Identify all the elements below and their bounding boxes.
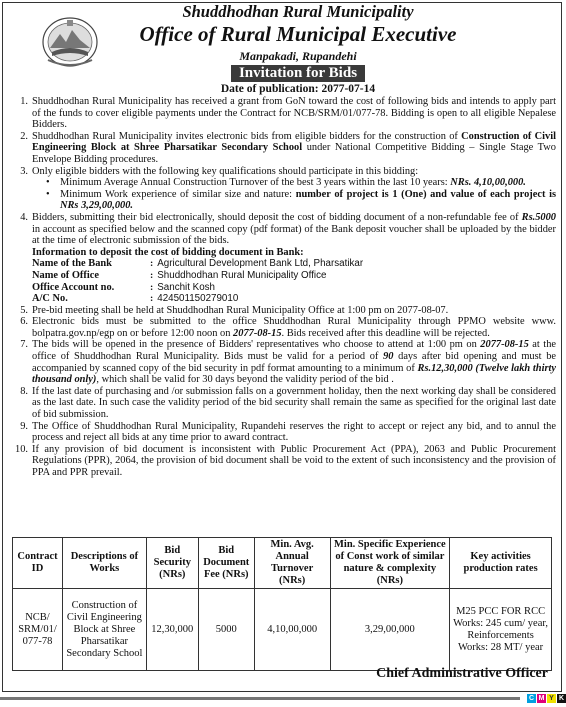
clause-number: 4. [20, 211, 28, 223]
table-cell: NCB/ SRM/01/ 077-78 [13, 589, 63, 671]
bank-info-row [32, 282, 556, 294]
clause-8 [10, 386, 556, 421]
clause-number: 6. [20, 316, 28, 328]
table-cell: 4,10,00,000 [254, 589, 330, 671]
bank-info-value: : Agricultural Development Bank Ltd, Pharsatikar [150, 258, 363, 270]
clause-7 [10, 339, 556, 385]
bank-info-value: : 424501150279010 [150, 293, 238, 305]
table-header: Descriptions of Works [62, 538, 146, 589]
bank-info-row [32, 293, 556, 305]
signatory: Chief Administrative Officer [376, 666, 548, 681]
table-header: Contract ID [13, 538, 63, 589]
office-location: Manpakadi, Rupandehi [239, 49, 357, 63]
clause-text: If the last date of purchasing and /or submission falls on a government holiday, then the next working day shall be considered as the last date. In such case the validity period of the bid security shall remain the same as specified for the original last date of bid submission. [32, 385, 556, 421]
bullet-text: Minimum Average Annual Construction Turnover of the best 3 years within the last 10 years: [60, 177, 451, 189]
clause-3 [10, 166, 556, 212]
clause-text: If any provision of bid document is inconsistent with Public Procurement Act (PPA), 2063 and Public Procurement Regulations (PPR), 2064, the provision of bid document shall be void to the extent of such inconsistency and the provision of PPA and PPR prevail. [32, 443, 556, 478]
clause-text: Shuddhodhan Rural Municipality invites electronic bids from eligible bidders for the construction of [32, 130, 462, 142]
bank-info-key: Name of the Bank [32, 258, 112, 270]
clause-emphasis: 2077-08-15 [480, 339, 529, 351]
bullet-emphasis: NRs. 4,10,00,000. [450, 177, 526, 189]
bullet-emphasis: NRs 3,29,00,000. [60, 200, 134, 212]
clause-emphasis: 2077-08-15 [233, 327, 282, 339]
clause-emphasis: 90 [383, 351, 394, 363]
municipality-name: Shuddhodhan Rural Municipality [182, 2, 414, 21]
clause-text: Only eligible bidders with the following key qualifications should participate in this bidding: [32, 165, 419, 177]
table-header: Min. Avg. Annual Turnover (NRs) [254, 538, 330, 589]
clause-9 [10, 421, 556, 444]
bank-info-row [32, 270, 556, 282]
table-header-row [13, 538, 552, 589]
bank-info-row [32, 258, 556, 270]
notice-title-banner: Invitation for Bids [231, 65, 365, 82]
bank-info-title: Information to deposit the cost of bidding document in Bank: [32, 246, 304, 258]
qualification-bullet [46, 189, 556, 212]
bank-info-value: : Shuddhodhan Rural Municipality Office [150, 270, 326, 282]
clause-text: Electronic bids must be submitted to the office Shuddhodhan Rural Municipality through PPMO website www. bolpatra.gov.np/egp on or before 12:00 noon on [32, 316, 556, 339]
bank-info-key: A/C No. [32, 293, 68, 305]
table-cell: 3,29,00,000 [330, 589, 450, 671]
notice-header [0, 2, 566, 82]
clause-number: 10. [15, 443, 28, 455]
bullet-text: Minimum Work experience of similar size and nature: [60, 188, 296, 200]
clause-text: . Bids received after this deadline will be rejected. [281, 327, 490, 339]
clause-emphasis: Rs.12,30,000 (Twelve lakh thirty thousand only) [32, 362, 556, 386]
clause-10 [10, 444, 556, 479]
table-cell: 12,30,000 [146, 589, 198, 671]
clause-text: in account as specified below and the scanned copy (pdf format) of the Bank deposit voucher shall be uploaded by the bidder at the time of electronic submission of the bids. [32, 223, 556, 247]
clause-number: 1. [20, 96, 28, 107]
qualification-bullet [46, 177, 556, 189]
table-cell: M25 PCC FOR RCC Works: 245 cum/ year, Reinforcements Works: 28 MT/ year [450, 589, 552, 671]
table-cell: 5000 [198, 589, 254, 671]
clause-number: 5. [20, 304, 28, 316]
clause-number: 8. [20, 385, 28, 397]
bank-info-key: Name of Office [32, 269, 99, 281]
clause-6 [10, 316, 556, 339]
magenta-mark: M [538, 695, 545, 702]
clause-number: 2. [20, 130, 28, 142]
clause-5 [10, 305, 556, 317]
table-header: Key activities production rates [450, 538, 552, 589]
clause-2 [10, 131, 556, 166]
clause-text: days after bid opening and must be accompanied by scanned copy of the bid security in pdf format amounting to a minimum of [32, 351, 557, 374]
print-bar [0, 697, 520, 700]
clause-text: at the office of Shuddhodhan Rural Municipality. Bids must be valid for a period of [32, 339, 556, 363]
clause-4 [10, 212, 556, 247]
clause-text: Pre-bid meeting shall be held at Shuddhodhan Rural Municipality Office at 1:00 pm on 2077-08-07. [32, 304, 449, 316]
clause-text: Bidders, submitting their bid electronically, should deposit the cost of bidding document of a non-refundable fee of [32, 211, 522, 223]
bid-details-table [12, 537, 552, 671]
bank-info [32, 247, 556, 305]
clause-1 [10, 96, 556, 131]
table-header: Bid Security (NRs) [146, 538, 198, 589]
yellow-mark: Y [547, 694, 556, 703]
table-header: Min. Specific Experience of Const work of similar nature & complexity (NRs) [330, 538, 450, 589]
clause-text: The bids will be opened in the presence of Bidders' representatives who choose to attend at 1:00 pm on [32, 339, 481, 351]
office-name: Office of Rural Municipal Executive [139, 22, 457, 46]
table-row [13, 589, 552, 671]
table-cell: Construction of Civil Engineering Block at Shree Pharsatikar Secondary School [62, 589, 146, 671]
clause-text: , which shall be valid for 30 days beyond the validity period of the bid . [96, 374, 394, 386]
clause-emphasis: Construction of Civil Engineering Block at Shree Pharsatikar Secondary School [32, 130, 556, 154]
cyan-mark: C [528, 695, 535, 702]
clause-emphasis: Rs.5000 [521, 211, 556, 223]
table-header: Bid Document Fee (NRs) [198, 538, 254, 589]
clause-text: under National Competitive Bidding – Single Stage Two Envelope Bidding procedures. [32, 142, 556, 165]
bank-info-value: : Sanchit Kosh [150, 282, 215, 294]
clause-number: 3. [20, 165, 28, 177]
publication-date: Date of publication: 2077-07-14 [220, 83, 376, 95]
bank-info-key: Office Account no. [32, 281, 115, 293]
clause-number: 9. [20, 420, 28, 432]
notice-body [10, 96, 556, 479]
black-mark: K [558, 695, 565, 702]
clause-number: 7. [20, 339, 28, 351]
clause-text: Shuddhodhan Rural Municipality has received a grant from GoN toward the cost of following bids and intends to apply part of the funds to cover eligible payments under the Contract for NCB/SRM/01/077-78. Bidding is open to all eligible Nepalese Bidders. [32, 96, 556, 131]
clause-text: The Office of Shuddhodhan Rural Municipality, Rupandehi reserves the right to accept or reject any bid, and to annul the process and reject all bids at any time prior to award contract. [32, 420, 556, 444]
bullet-emphasis: number of project is 1 (One) and value of each project is [295, 188, 556, 200]
